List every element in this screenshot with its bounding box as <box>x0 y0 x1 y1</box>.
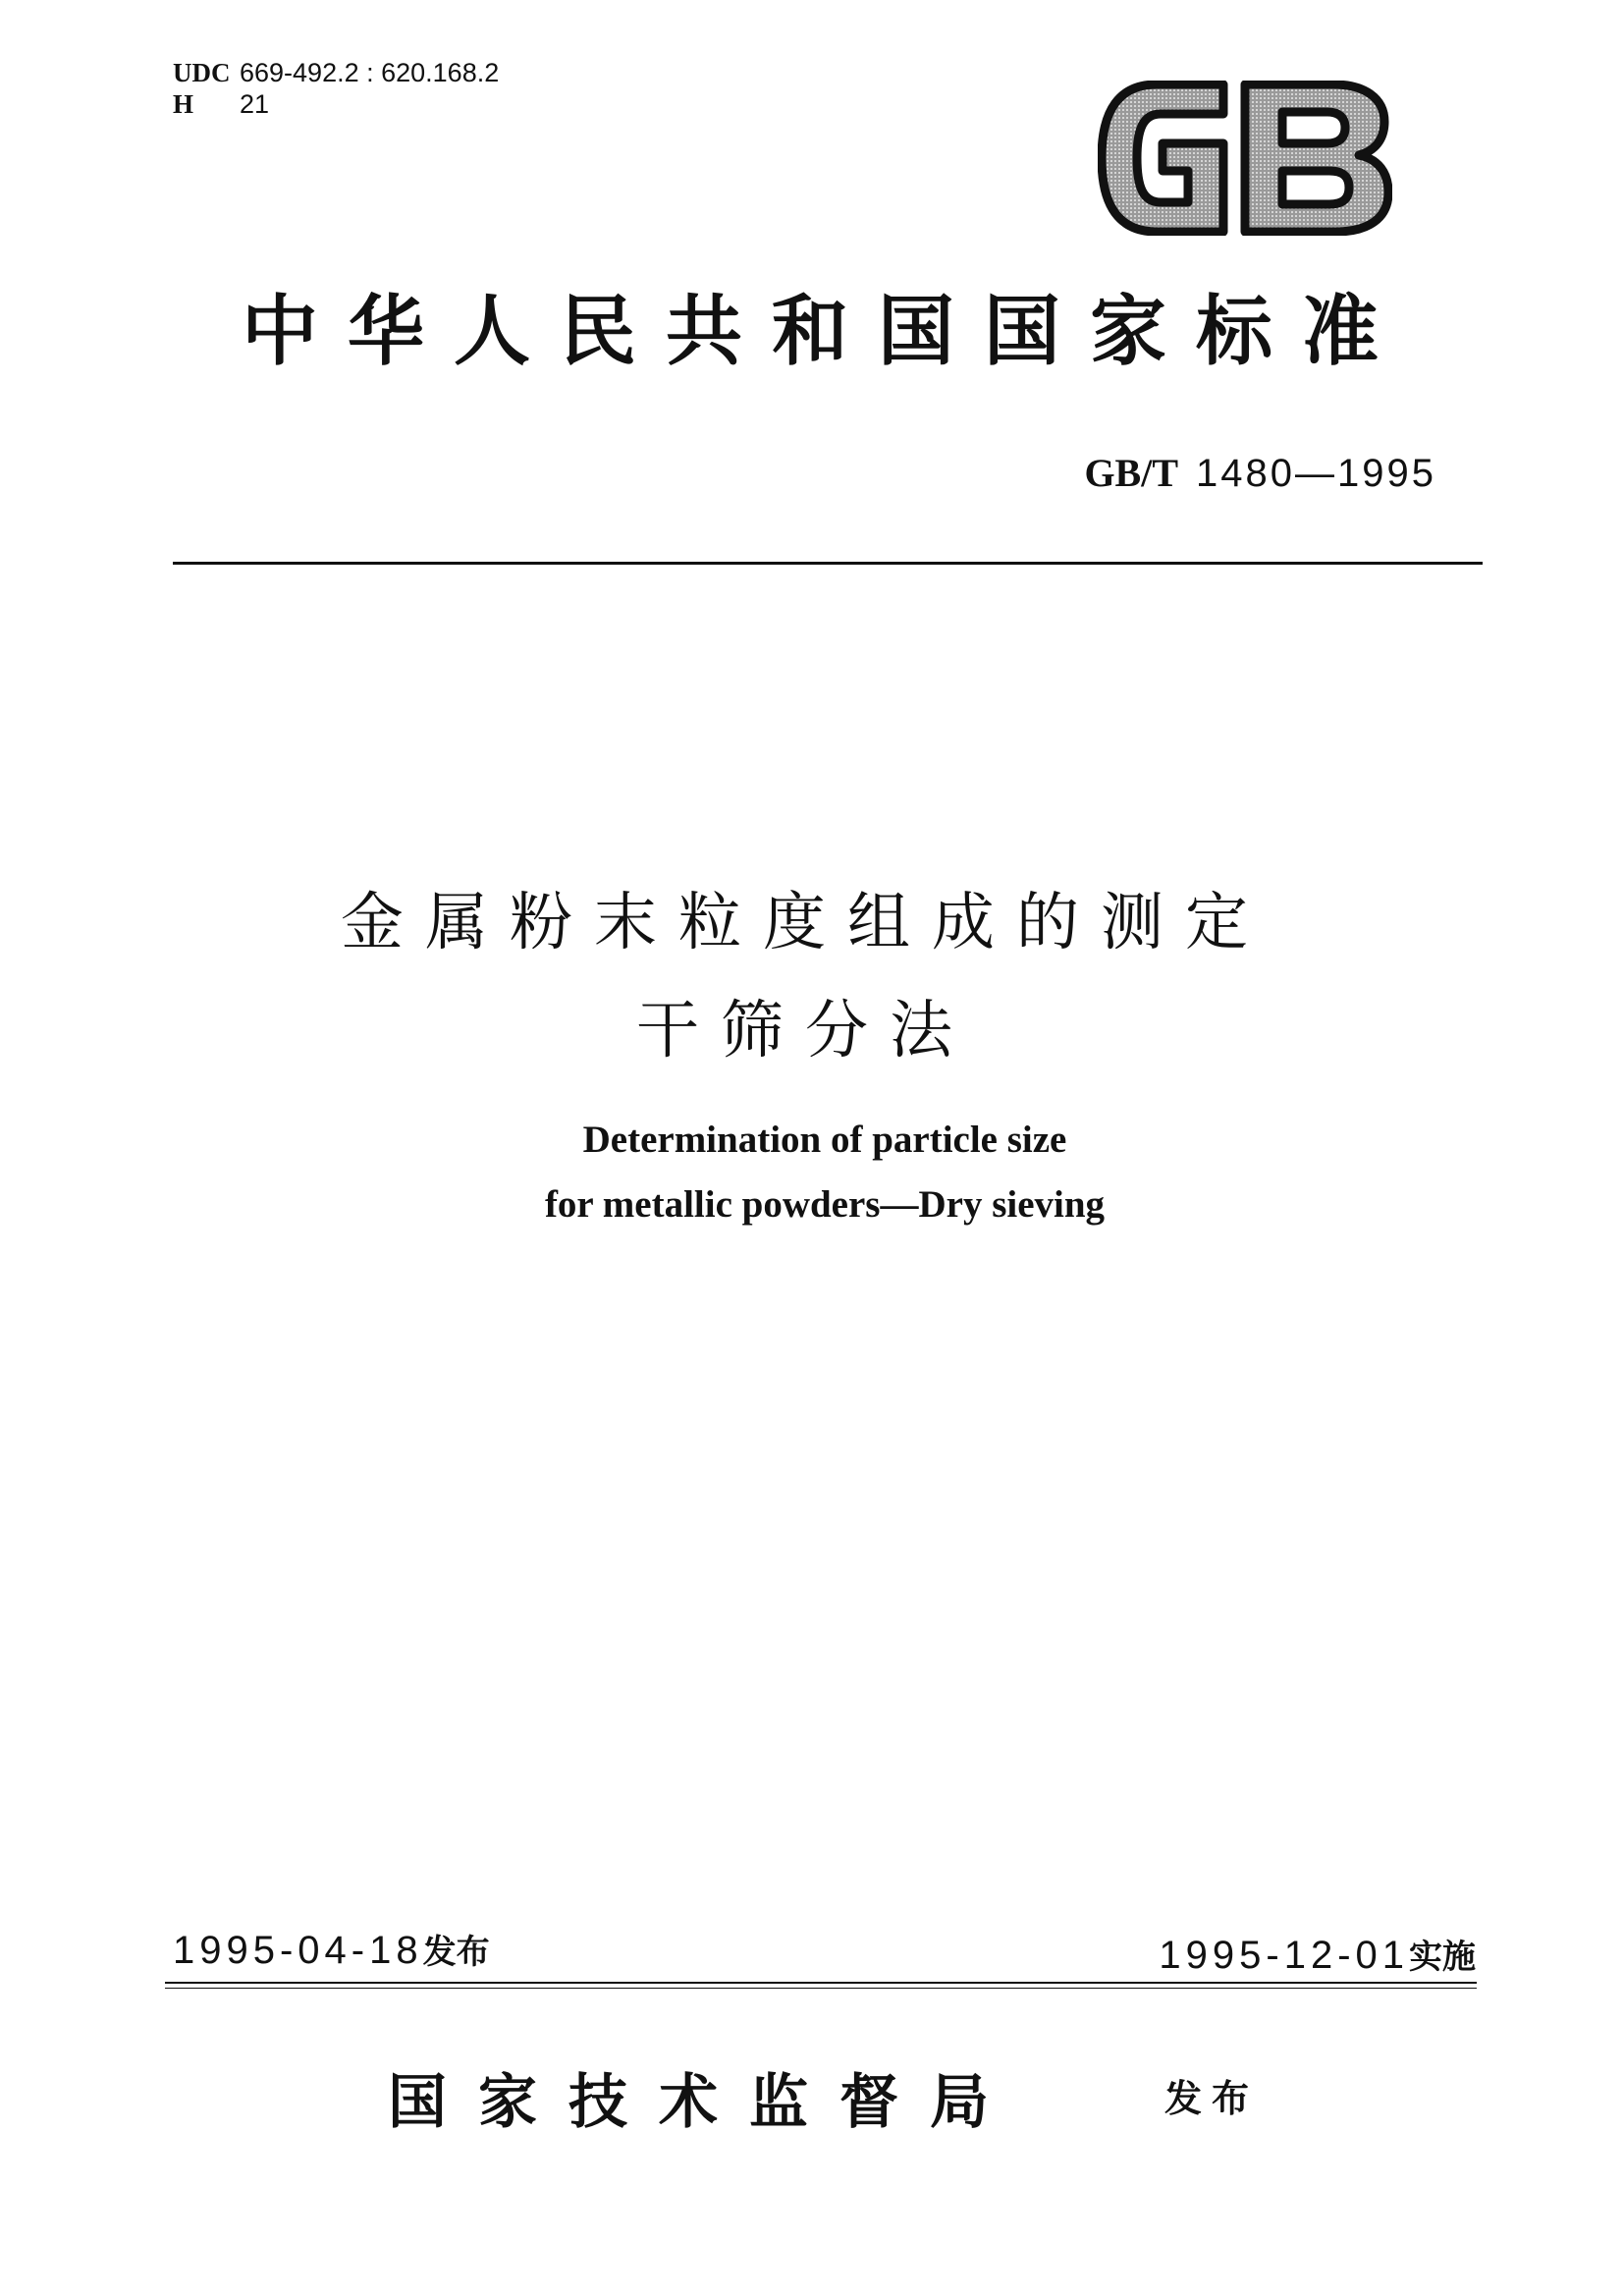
udc-value: 669-492.2 : 620.168.2 <box>240 58 500 87</box>
en-title-line2: for metallic powders—Dry sieving <box>544 1183 1106 1226</box>
udc-line <box>173 57 499 88</box>
classification-codes <box>173 57 499 120</box>
issuing-authority: 国家技术监督局 <box>388 2068 1020 2137</box>
zh-title-line2: 干筛分法 <box>636 995 974 1067</box>
standard-code-number: 1480—1995 <box>1196 452 1436 495</box>
top-divider <box>173 562 1483 565</box>
standard-code-prefix: GB/T <box>1084 451 1179 495</box>
h-label: H <box>173 89 194 119</box>
issue-date-label: 发布 <box>422 1933 490 1972</box>
en-title-line1: Determination of particle size <box>582 1119 1067 1161</box>
h-value: 21 <box>240 89 270 119</box>
implementation-date <box>1159 1930 1476 1978</box>
zh-title-line1: 金属粉末粒度组成的测定 <box>341 887 1270 959</box>
bottom-divider-thin <box>165 1988 1477 1989</box>
bottom-divider <box>165 1982 1477 1984</box>
udc-label: UDC <box>173 58 231 87</box>
impl-date-value: 1995-12-01 <box>1159 1934 1409 1977</box>
issuing-authority-suffix: 发布 <box>1164 2077 1260 2120</box>
gb-logo <box>1098 81 1392 236</box>
issue-date-value: 1995-04-18 <box>173 1929 423 1972</box>
national-standard-title: 中华人民共和国国家标准 <box>241 288 1408 376</box>
impl-date-label: 实施 <box>1409 1938 1476 1977</box>
issue-date <box>173 1925 490 1973</box>
standard-code <box>1084 450 1436 496</box>
h-line <box>173 88 499 120</box>
